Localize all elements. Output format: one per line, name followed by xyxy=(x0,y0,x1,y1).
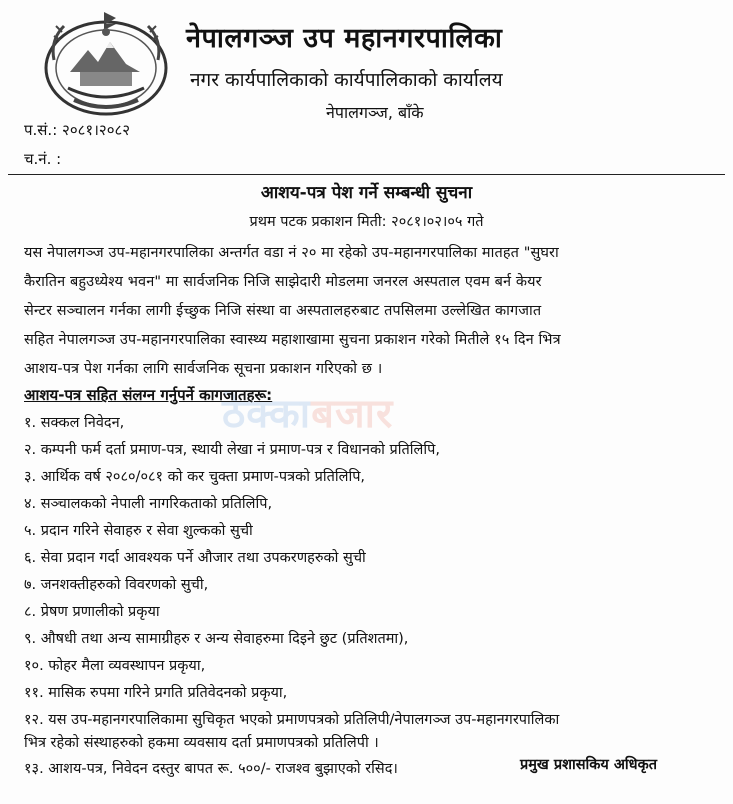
list-item: १२. यस उप-महानगरपालिकामा सुचिकृत भएको प्रमाणपत्रको प्रतिलिपी/नेपालगञ्ज उप-महानगरपालिका xyxy=(24,712,560,728)
publication-date: प्रथम पटक प्रकाशन मिती: २०८१।०२।०५ गते xyxy=(249,214,484,230)
list-item: १. सक्कल निवेदन, xyxy=(24,415,125,431)
list-item: ९. औषधी तथा अन्य सामाग्रीहरु र अन्य सेवाहरुमा दिइने छुट (प्रतिशतमा), xyxy=(24,631,409,647)
list-item: ५. प्रदान गरिने सेवाहरु र सेवा शुल्कको सुची xyxy=(24,523,253,539)
watermark-part-2: बजार xyxy=(311,391,394,437)
header-divider xyxy=(8,174,725,175)
list-item: १३. आशय-पत्र, निवेदन दस्तुर बापत रू. ५००/- राजश्व बुझाएको रसिद। xyxy=(24,761,398,777)
list-item: ६. सेवा प्रदान गर्दा आवश्यक पर्ने औजार तथा उपकरणहरुको सुची xyxy=(24,550,366,566)
office-subtitle: नगर कार्यपालिकाको कार्यपालिकाको कार्यालय xyxy=(190,69,503,91)
paragraph-line: कैरातिन बहुउध्येश्य भवन" मा सार्वजनिक निजि साझेदारी मोडलमा जनरल अस्पताल एवम बर्न केयर xyxy=(24,274,542,290)
list-item: ४. सञ्चालकको नेपाली नागरिकताको प्रतिलिपि, xyxy=(24,496,273,512)
notice-title: आशय-पत्र पेश गर्ने सम्बन्धी सुचना xyxy=(260,183,473,203)
list-item: १०. फोहर मैला व्यवस्थापन प्रकृया, xyxy=(24,658,206,674)
office-location: नेपालगञ्ज, बाँके xyxy=(326,103,424,122)
list-item: २. कम्पनी फर्म दर्ता प्रमाण-पत्र, स्थायी लेखा नं प्रमाण-पत्र र विधानको प्रतिलिपि, xyxy=(24,442,440,458)
required-documents-heading: आशय-पत्र सहित संलग्न गर्नुपर्ने कागजातहरू: xyxy=(24,386,273,404)
nepal-government-emblem-icon xyxy=(40,10,172,118)
dispatch-number: च.नं. : xyxy=(24,150,62,168)
paragraph-line: सहित नेपालगञ्ज उप-महानगरपालिका स्वास्थ्य महाशाखामा सुचना प्रकाशन गरेको मितीले १५ दिन भित्र xyxy=(24,332,561,348)
paragraph-line: यस नेपालगञ्ज उप-महानगरपालिका अन्तर्गत वडा नं २० मा रहेको उप-महानगरपालिका मातहत "सुघरा xyxy=(24,245,559,261)
list-item: ८. प्रेषण प्रणालीको प्रकृया xyxy=(24,604,160,620)
signatory-title: प्रमुख प्रशासकिय अधिकृत xyxy=(520,757,657,773)
reference-number: प.सं.: २०८१।२०८२ xyxy=(24,121,131,139)
list-item: भित्र रहेको संस्थाहरुको हकमा व्यवसाय दर्ता प्रमाणपत्रको प्रतिलिपी । xyxy=(24,735,379,751)
office-title: नेपालगञ्ज उप महानगरपालिका xyxy=(186,23,503,54)
watermark-part-1: ठेक्का xyxy=(222,391,312,437)
paragraph-line: सेन्टर सञ्चालन गर्नका लागी ईच्छुक निजि संस्था वा अस्पतालहरुबाट तपसिलमा उल्लेखित कागजात xyxy=(24,303,542,319)
paragraph-line: आशय-पत्र पेश गर्नका लागि सार्वजनिक सूचना प्रकाशन गरिएको छ । xyxy=(24,361,383,377)
list-item: ७. जनशक्तीहरुको विवरणको सुची, xyxy=(24,577,209,593)
list-item: ११. मासिक रुपमा गरिने प्रगति प्रतिवेदनको प्रकृया, xyxy=(24,685,288,701)
list-item: ३. आर्थिक वर्ष २०८०/०८१ को कर चुक्ता प्रमाण-पत्रको प्रतिलिपि, xyxy=(24,469,366,485)
